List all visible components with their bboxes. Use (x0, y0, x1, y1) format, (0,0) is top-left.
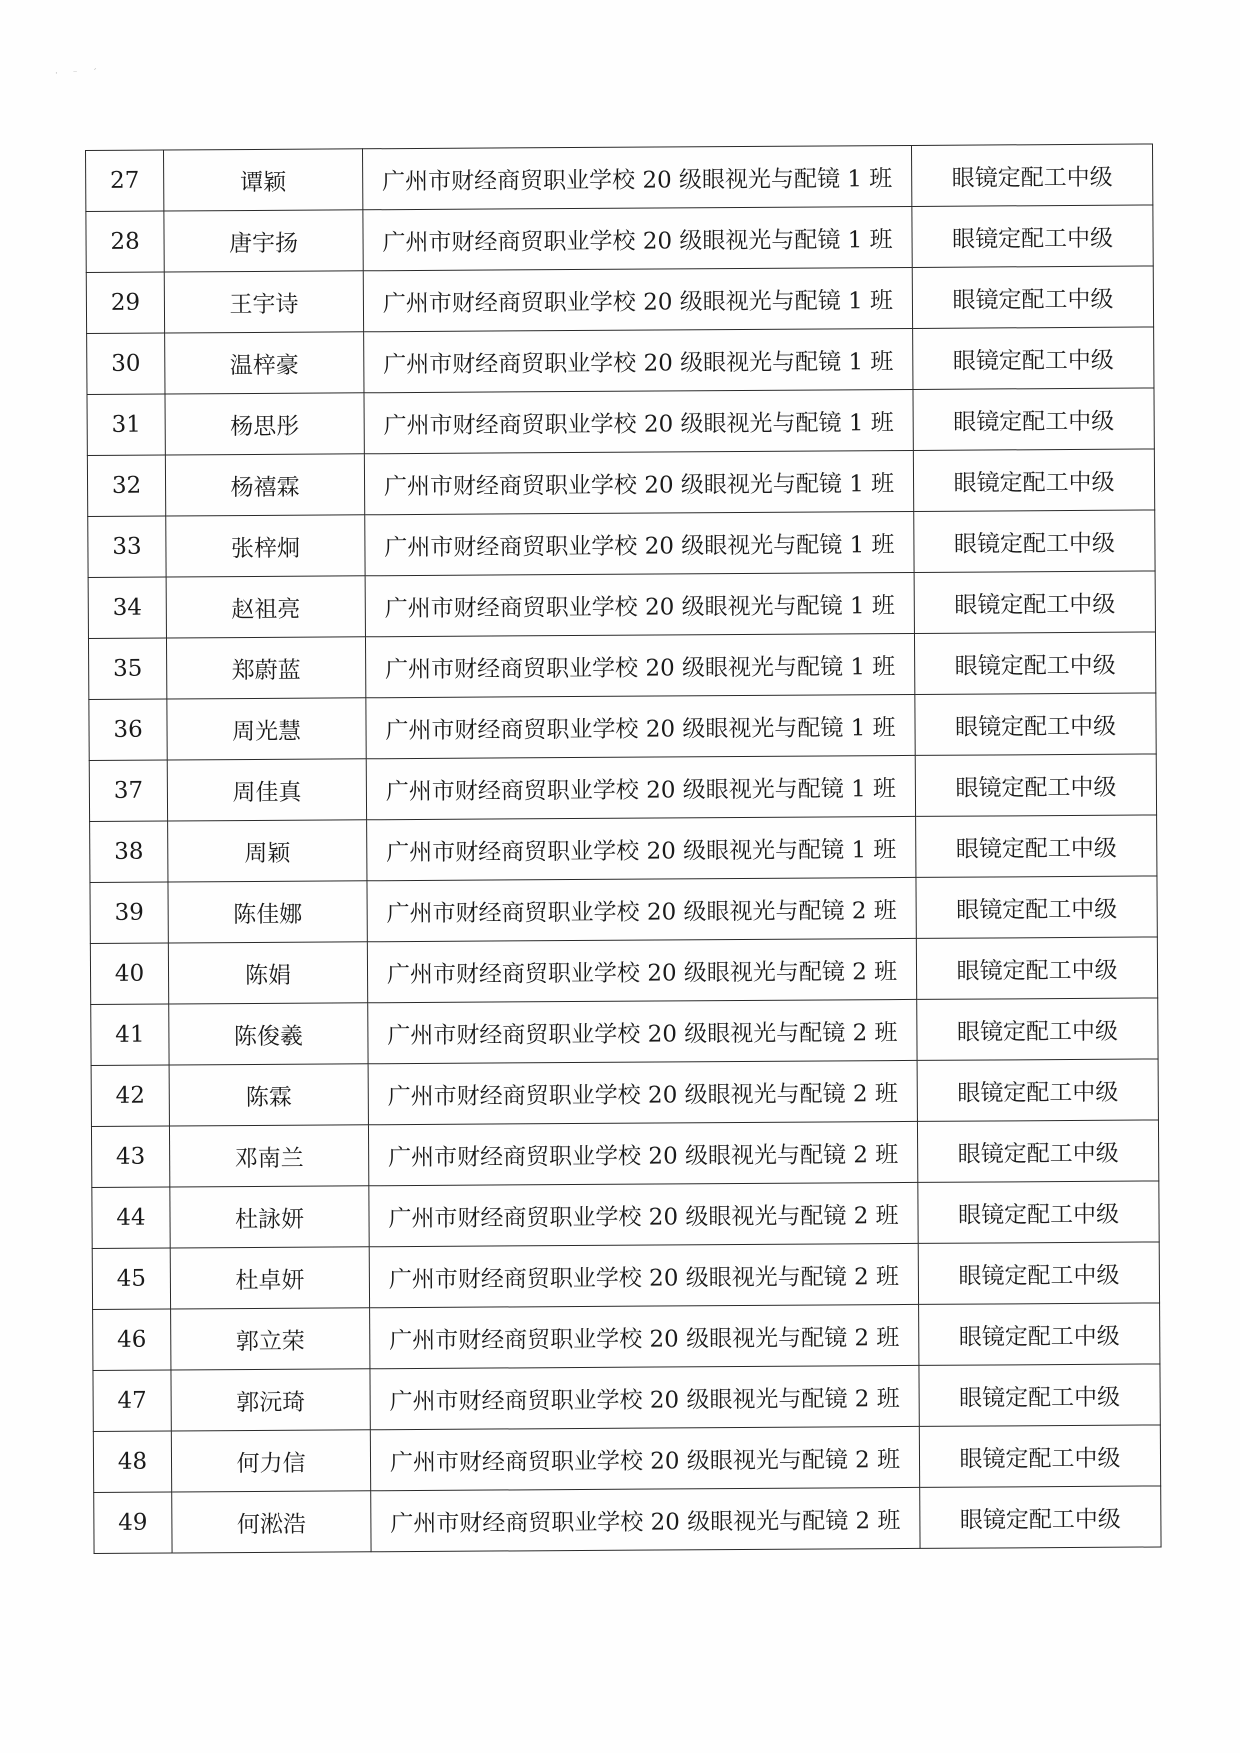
certificate-cell: 眼镜定配工中级 (913, 449, 1154, 511)
certificate-cell: 眼镜定配工中级 (918, 1181, 1159, 1243)
class-name-cell: 广州市财经商贸职业学校 20 级眼视光与配镜 2 班 (368, 999, 917, 1063)
certificate-cell: 眼镜定配工中级 (916, 815, 1157, 877)
certificate-cell: 眼镜定配工中级 (914, 571, 1155, 633)
class-name-cell: 广州市财经商贸职业学校 20 级眼视光与配镜 1 班 (366, 694, 915, 758)
class-name-cell: 广州市财经商贸职业学校 20 级眼视光与配镜 2 班 (371, 1487, 920, 1551)
certificate-cell: 眼镜定配工中级 (917, 998, 1158, 1060)
student-name-cell: 何力信 (171, 1430, 370, 1492)
student-name-cell: 赵祖亮 (166, 576, 365, 638)
row-number-cell: 39 (90, 882, 168, 943)
student-name-cell: 陈娟 (168, 942, 367, 1004)
student-name-cell: 陈俊羲 (169, 1003, 368, 1065)
student-name-cell: 周佳真 (167, 759, 366, 821)
table-row (91, 998, 1158, 1066)
student-name-cell: 何淞浩 (172, 1491, 371, 1553)
student-name-cell: 王宇诗 (164, 271, 363, 333)
table-row (89, 754, 1156, 822)
student-name-cell: 谭颖 (164, 149, 363, 211)
table-row (90, 815, 1157, 883)
class-name-cell: 广州市财经商贸职业学校 20 级眼视光与配镜 1 班 (364, 389, 913, 453)
class-name-cell: 广州市财经商贸职业学校 20 级眼视光与配镜 1 班 (364, 450, 913, 514)
row-number-cell: 30 (87, 333, 165, 394)
row-number-cell: 35 (88, 638, 166, 699)
certificate-cell: 眼镜定配工中级 (916, 876, 1157, 938)
row-number-cell: 42 (91, 1065, 169, 1126)
student-name-cell: 张梓炯 (166, 515, 365, 577)
student-name-cell: 周光慧 (167, 698, 366, 760)
row-number-cell: 43 (91, 1126, 169, 1187)
certificate-cell: 眼镜定配工中级 (918, 1242, 1159, 1304)
student-name-cell: 杜詠妍 (170, 1186, 369, 1248)
table-row (87, 327, 1154, 395)
row-number-cell: 37 (89, 760, 167, 821)
row-number-cell: 29 (86, 272, 164, 333)
certificate-cell: 眼镜定配工中级 (917, 1059, 1158, 1121)
certificate-cell: 眼镜定配工中级 (912, 266, 1153, 328)
certificate-cell: 眼镜定配工中级 (919, 1425, 1160, 1487)
table-row (86, 144, 1153, 212)
table-row (89, 693, 1156, 761)
row-number-cell: 38 (90, 821, 168, 882)
class-name-cell: 广州市财经商贸职业学校 20 级眼视光与配镜 2 班 (370, 1365, 919, 1429)
student-name-cell: 温梓豪 (165, 332, 364, 394)
student-name-cell: 郑蔚蓝 (166, 637, 365, 699)
table-row (91, 1120, 1158, 1188)
table-row (86, 205, 1153, 273)
table-row (93, 1364, 1160, 1432)
row-number-cell: 48 (93, 1431, 171, 1492)
table-row (88, 571, 1155, 639)
certificate-cell: 眼镜定配工中级 (919, 1364, 1160, 1426)
certificate-cell: 眼镜定配工中级 (915, 754, 1156, 816)
table-row (93, 1425, 1160, 1493)
certificate-cell: 眼镜定配工中级 (915, 693, 1156, 755)
row-number-cell: 31 (87, 394, 165, 455)
class-name-cell: 广州市财经商贸职业学校 20 级眼视光与配镜 2 班 (367, 938, 916, 1002)
row-number-cell: 36 (89, 699, 167, 760)
student-name-cell: 陈佳娜 (168, 881, 367, 943)
table-row (92, 1242, 1159, 1310)
class-name-cell: 广州市财经商贸职业学校 20 级眼视光与配镜 1 班 (364, 328, 913, 392)
class-name-cell: 广州市财经商贸职业学校 20 级眼视光与配镜 2 班 (368, 1060, 917, 1124)
row-number-cell: 32 (87, 455, 165, 516)
student-name-cell: 陈霖 (169, 1064, 368, 1126)
table-row (86, 266, 1153, 334)
student-name-cell: 郭沅琦 (171, 1369, 370, 1431)
table-row (90, 937, 1157, 1005)
class-name-cell: 广州市财经商贸职业学校 20 级眼视光与配镜 1 班 (363, 206, 912, 270)
student-name-cell: 邓南兰 (169, 1125, 368, 1187)
row-number-cell: 34 (88, 577, 166, 638)
row-number-cell: 40 (90, 943, 168, 1004)
table-row (94, 1486, 1161, 1554)
certificate-cell: 眼镜定配工中级 (913, 327, 1154, 389)
class-name-cell: 广州市财经商贸职业学校 20 级眼视光与配镜 2 班 (369, 1182, 918, 1246)
class-name-cell: 广州市财经商贸职业学校 20 级眼视光与配镜 2 班 (370, 1426, 919, 1490)
table-row (91, 1059, 1158, 1127)
row-number-cell: 27 (86, 150, 164, 211)
table-row (93, 1303, 1160, 1371)
certificate-cell: 眼镜定配工中级 (916, 937, 1157, 999)
student-name-cell: 郭立荣 (171, 1308, 370, 1370)
student-name-cell: 杨禧霖 (165, 454, 364, 516)
table-row (88, 632, 1155, 700)
certificate-cell: 眼镜定配工中级 (911, 144, 1152, 206)
student-roster-table (85, 143, 1162, 1553)
table-row (87, 388, 1154, 456)
certificate-cell: 眼镜定配工中级 (914, 632, 1155, 694)
table-row (87, 449, 1154, 517)
class-name-cell: 广州市财经商贸职业学校 20 级眼视光与配镜 1 班 (362, 145, 911, 209)
certificate-cell: 眼镜定配工中级 (914, 510, 1155, 572)
class-name-cell: 广州市财经商贸职业学校 20 级眼视光与配镜 1 班 (365, 572, 914, 636)
class-name-cell: 广州市财经商贸职业学校 20 级眼视光与配镜 2 班 (367, 877, 916, 941)
certificate-cell: 眼镜定配工中级 (917, 1120, 1158, 1182)
scan-artifact-mark: · ⁻ ˊ (55, 69, 103, 79)
row-number-cell: 45 (92, 1248, 170, 1309)
row-number-cell: 28 (86, 211, 164, 272)
student-name-cell: 杨思彤 (165, 393, 364, 455)
row-number-cell: 41 (91, 1004, 169, 1065)
student-name-cell: 杜卓妍 (170, 1247, 369, 1309)
class-name-cell: 广州市财经商贸职业学校 20 级眼视光与配镜 1 班 (363, 267, 912, 331)
table-row (92, 1181, 1159, 1249)
row-number-cell: 47 (93, 1370, 171, 1431)
certificate-cell: 眼镜定配工中级 (919, 1303, 1160, 1365)
row-number-cell: 33 (88, 516, 166, 577)
class-name-cell: 广州市财经商贸职业学校 20 级眼视光与配镜 2 班 (369, 1243, 918, 1307)
roster-body (86, 144, 1162, 1553)
certificate-cell: 眼镜定配工中级 (913, 388, 1154, 450)
row-number-cell: 49 (94, 1492, 172, 1553)
student-name-cell: 唐宇扬 (164, 210, 363, 272)
class-name-cell: 广州市财经商贸职业学校 20 级眼视光与配镜 1 班 (365, 633, 914, 697)
row-number-cell: 44 (92, 1187, 170, 1248)
class-name-cell: 广州市财经商贸职业学校 20 级眼视光与配镜 2 班 (370, 1304, 919, 1368)
class-name-cell: 广州市财经商贸职业学校 20 级眼视光与配镜 2 班 (368, 1121, 917, 1185)
certificate-cell: 眼镜定配工中级 (912, 205, 1153, 267)
table-row (90, 876, 1157, 944)
certificate-cell: 眼镜定配工中级 (920, 1486, 1161, 1548)
row-number-cell: 46 (93, 1309, 171, 1370)
class-name-cell: 广州市财经商贸职业学校 20 级眼视光与配镜 1 班 (367, 816, 916, 880)
table-row (88, 510, 1155, 578)
student-name-cell: 周颖 (168, 820, 367, 882)
class-name-cell: 广州市财经商贸职业学校 20 级眼视光与配镜 1 班 (365, 511, 914, 575)
class-name-cell: 广州市财经商贸职业学校 20 级眼视光与配镜 1 班 (366, 755, 915, 819)
